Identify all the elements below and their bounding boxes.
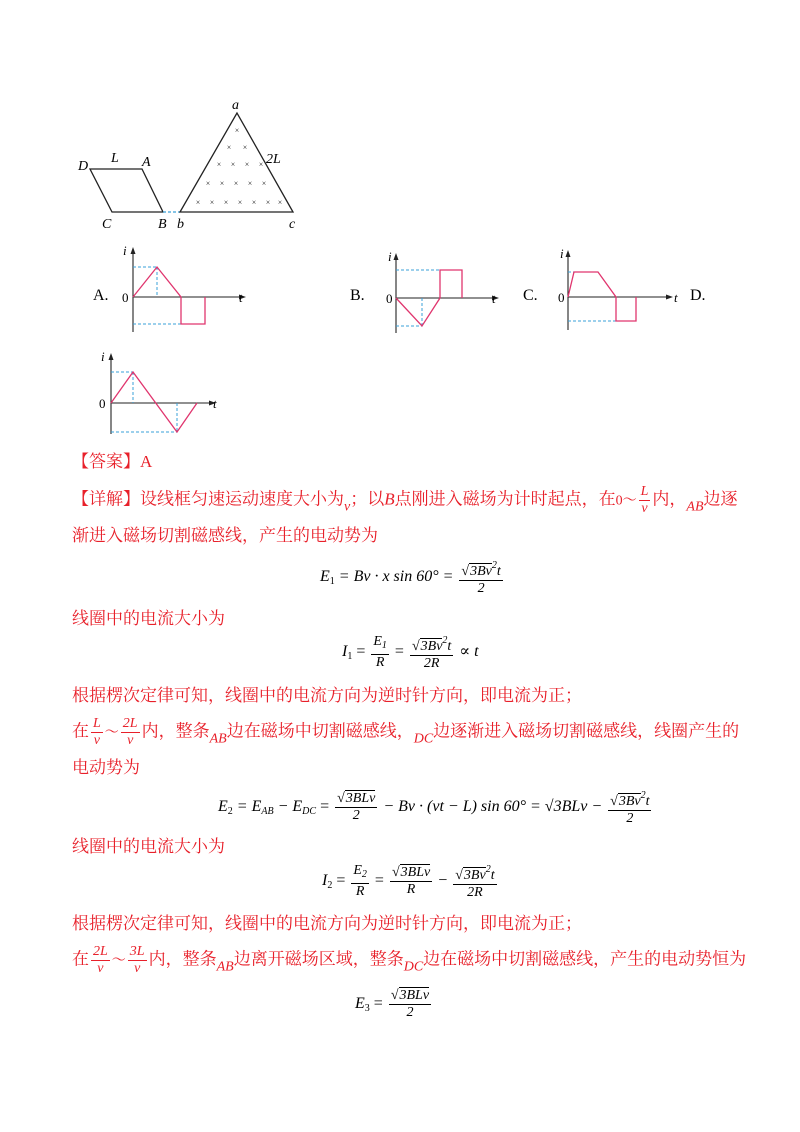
detail-label: 【详解】 xyxy=(72,489,140,509)
svg-text:×: × xyxy=(195,198,201,207)
detail-line-3: 线圈中的电流大小为 xyxy=(72,609,225,628)
detail-line-5: 在 $\frac{L}{v}$ ～ $\frac{2L}{v}$ 内，整条$_{AB}$边在磁场中切割磁感线，$_{DC}$边逐渐进入磁场切割磁感线，线圈产生的 xyxy=(72,716,740,748)
answer-value: A xyxy=(140,452,153,471)
option-D-label: D. xyxy=(690,287,706,304)
detail-line-7: 线圈中的电流大小为 xyxy=(72,837,225,856)
svg-text:i: i xyxy=(560,246,564,261)
svg-text:0: 0 xyxy=(558,290,565,305)
svg-text:×: × xyxy=(205,179,211,188)
equation-I1: $I_1$ = $\frac{E_1}{R}$ = $\frac{√3Bv^2t}{2R}$ ∝ t xyxy=(342,634,479,671)
label-B: B xyxy=(158,217,167,232)
svg-text:t: t xyxy=(492,291,496,306)
svg-text:t: t xyxy=(213,396,217,411)
loop-and-field-figure xyxy=(70,95,330,235)
svg-text:0: 0 xyxy=(122,290,129,305)
svg-text:×: × xyxy=(237,198,243,207)
svg-text:×: × xyxy=(247,179,253,188)
svg-text:×: × xyxy=(234,126,240,135)
equation-E2: $E_2 = E_{AB} - E_{DC}$ = $\frac{\text{√3BLv}}{2}$ − Bv · (vt − L) sin 60° = √3BLv − $\frac{√3Bv^2t}{2}$ xyxy=(218,790,650,826)
svg-text:t: t xyxy=(239,290,243,305)
answer-line xyxy=(72,450,152,474)
svg-text:×: × xyxy=(209,198,215,207)
svg-text:×: × xyxy=(244,160,250,169)
svg-text:×: × xyxy=(223,198,229,207)
svg-text:i: i xyxy=(101,349,105,364)
option-D-graph xyxy=(93,348,233,440)
svg-text:i: i xyxy=(123,243,127,258)
option-C-label: C. xyxy=(523,287,538,304)
equation-I2: $I_2$ = $\frac{E_2}{R}$ = $\frac{\text{√3BLv}}{R}$ − $\frac{√3Bv^2t}{2R}$ xyxy=(322,863,495,900)
svg-text:×: × xyxy=(277,198,283,207)
option-B-graph xyxy=(378,248,518,338)
answer-label: 【答案】 xyxy=(72,452,140,471)
svg-text:×: × xyxy=(258,160,264,169)
svg-text:×: × xyxy=(230,160,236,169)
label-c: c xyxy=(289,217,296,232)
svg-text:×: × xyxy=(233,179,239,188)
label-b: b xyxy=(177,217,184,232)
svg-text:0: 0 xyxy=(99,396,106,411)
label-C: C xyxy=(102,217,112,232)
equation-E1: $E_1 = Bv \cdot x$ sin 60° = $\frac{√3Bv^2t}{2}$ xyxy=(320,560,501,596)
option-C-graph xyxy=(550,245,690,335)
svg-text:i: i xyxy=(388,249,392,264)
svg-text:×: × xyxy=(226,143,232,152)
svg-text:×: × xyxy=(242,143,248,152)
option-B-label: B. xyxy=(350,287,365,304)
svg-text:t: t xyxy=(674,290,678,305)
svg-text:×: × xyxy=(265,198,271,207)
svg-text:×: × xyxy=(261,179,267,188)
detail-line-2: 渐进入磁场切割磁感线，产生的电动势为 xyxy=(72,526,378,545)
detail-line-8: 根据楞次定律可知，线圈中的电流方向为逆时针方向，即电流为正； xyxy=(72,914,582,933)
option-A-graph xyxy=(115,242,255,337)
detail-line-4: 根据楞次定律可知，线圈中的电流方向为逆时针方向，即电流为正； xyxy=(72,686,582,705)
svg-text:×: × xyxy=(219,179,225,188)
equation-E3: $E_3$ = $\frac{\text{√3BLv}}{2}$ xyxy=(355,988,430,1020)
label-a: a xyxy=(232,98,239,113)
label-D: D xyxy=(78,159,89,174)
label-2L: 2L xyxy=(266,152,281,167)
detail-line-6: 电动势为 xyxy=(72,758,140,777)
svg-text:0: 0 xyxy=(386,291,393,306)
detail-line-9: 在 $\frac{2L}{v}$ ～ $\frac{3L}{v}$ 内，整条$_{AB}$边离开磁场区域，整条$_{DC}$边在磁场中切割磁感线，产生的电动势恒为 xyxy=(72,944,747,976)
svg-text:×: × xyxy=(251,198,257,207)
label-L: L xyxy=(111,151,119,166)
detail-line-1: 【详解】设线框匀速运动速度大小为$_v$；以B点刚进入磁场为计时起点，在0～ $\frac{L}{v}$ 内，$_{AB}$边逐 xyxy=(72,484,738,516)
label-A: A xyxy=(142,155,151,170)
option-A-label: A. xyxy=(93,287,109,304)
svg-text:×: × xyxy=(216,160,222,169)
parallelogram-loop xyxy=(90,169,163,212)
